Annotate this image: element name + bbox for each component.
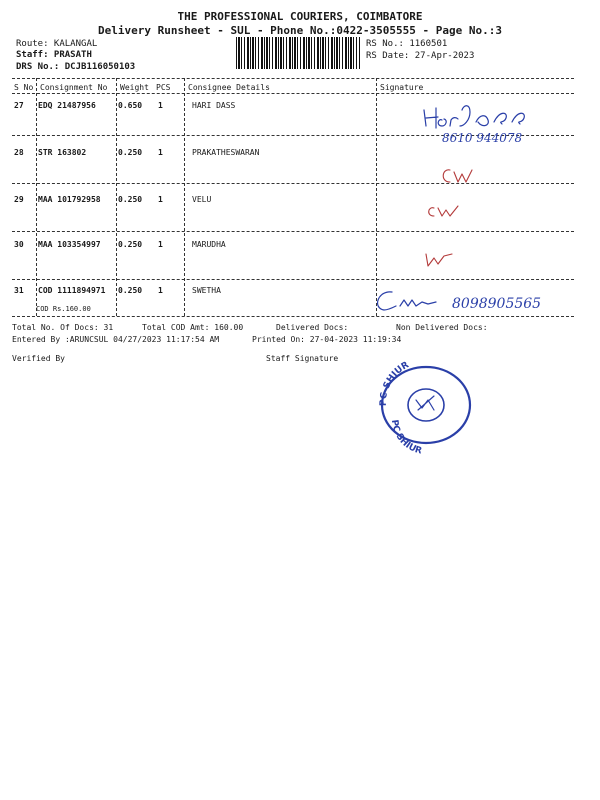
col-header-consignee: Consignee Details: [188, 83, 270, 92]
cell-weight: 0.250: [118, 148, 143, 157]
cell-pcs: 1: [158, 101, 163, 110]
cell-consignment: STR 163802: [38, 148, 87, 157]
cell-weight: 0.250: [118, 240, 143, 249]
cell-pcs: 1: [158, 195, 163, 204]
cell-pcs: 1: [158, 240, 163, 249]
cell-pcs: 1: [158, 148, 163, 157]
stamp-text-bottom: PC SHIUR: [388, 419, 423, 457]
row-divider: [12, 231, 574, 232]
row-divider: [12, 183, 574, 184]
route-label: Route: KALANGAL: [16, 39, 98, 49]
stamp-text-top: PC-SHIUR: [378, 360, 411, 407]
cell-sno: 30: [14, 240, 24, 249]
cell-consignee: HARI DASS: [192, 101, 236, 110]
cod-amount-note: COD Rs.160.00: [36, 305, 91, 313]
cell-consignee: VELU: [192, 195, 212, 204]
svg-text:PC SHIUR: [389, 419, 423, 456]
cell-sno: 28: [14, 148, 24, 157]
col-header-consignment: Consignment No: [40, 83, 108, 92]
column-divider: [36, 78, 37, 316]
column-divider: [116, 78, 117, 316]
cell-consignee: SWETHA: [192, 286, 221, 295]
cell-weight: 0.250: [118, 286, 143, 295]
cell-weight: 0.250: [118, 195, 143, 204]
barcode: [236, 37, 360, 69]
non-delivered-docs: Non Delivered Docs:: [396, 323, 488, 332]
delivery-stamp: [366, 360, 486, 457]
handwritten-phone: 8098905565: [452, 296, 542, 312]
signature-row29: [422, 198, 470, 222]
col-header-signature: Signature: [380, 83, 424, 92]
table-top-rule: [12, 78, 574, 79]
cell-consignment: COD 1111894971: [38, 286, 106, 295]
company-name: THE PROFESSIONAL COURIERS, COIMBATORE: [177, 10, 423, 23]
runsheet-title: Delivery Runsheet - SUL - Phone No.:0422-3505555 - Page No.:3: [98, 24, 502, 37]
total-docs: Total No. Of Docs: 31: [12, 323, 114, 332]
cell-consignee: PRAKATHESWARAN: [192, 148, 260, 157]
cell-sno: 29: [14, 195, 24, 204]
delivered-docs: Delivered Docs:: [276, 323, 349, 332]
row-divider: [12, 279, 574, 280]
printed-on: Printed On: 27-04-2023 11:19:34: [252, 335, 402, 344]
signature-row27: [420, 100, 580, 148]
cell-consignee: MARUDHA: [192, 240, 226, 249]
rs-number: RS No.: 1160501: [366, 39, 448, 49]
column-divider: [184, 78, 185, 316]
svg-text:PC-SHIUR: [379, 360, 411, 406]
verified-by-label: Verified By: [12, 354, 65, 363]
total-cod-amount: Total COD Amt: 160.00: [142, 323, 244, 332]
handwritten-phone: 8610 944078: [442, 131, 523, 145]
signature-row30: [420, 244, 460, 272]
signature-row31: [370, 286, 580, 316]
cell-weight: 0.650: [118, 101, 143, 110]
cell-consignment: EDQ 21487956: [38, 101, 96, 110]
cell-sno: 27: [14, 101, 24, 110]
drs-number: DRS No.: DCJB116050103: [16, 62, 136, 72]
col-header-sno: S No: [14, 83, 34, 92]
rs-date: RS Date: 27-Apr-2023: [366, 51, 475, 61]
cell-pcs: 1: [158, 286, 163, 295]
entered-by: Entered By :ARUNCSUL 04/27/2023 11:17:54 AM: [12, 335, 220, 344]
cell-consignment: MAA 101792958: [38, 195, 101, 204]
table-bottom-rule: [12, 316, 574, 317]
staff-signature-label: Staff Signature: [266, 354, 339, 363]
cell-consignment: MAA 103354997: [38, 240, 101, 249]
table-header-rule: [12, 93, 574, 94]
col-header-weight: Weight: [120, 83, 149, 92]
col-header-pcs: PCS: [156, 83, 171, 92]
cell-sno: 31: [14, 286, 24, 295]
signature-row28: [438, 160, 478, 188]
staff-label: Staff: PRASATH: [16, 50, 92, 60]
column-divider: [376, 78, 377, 316]
